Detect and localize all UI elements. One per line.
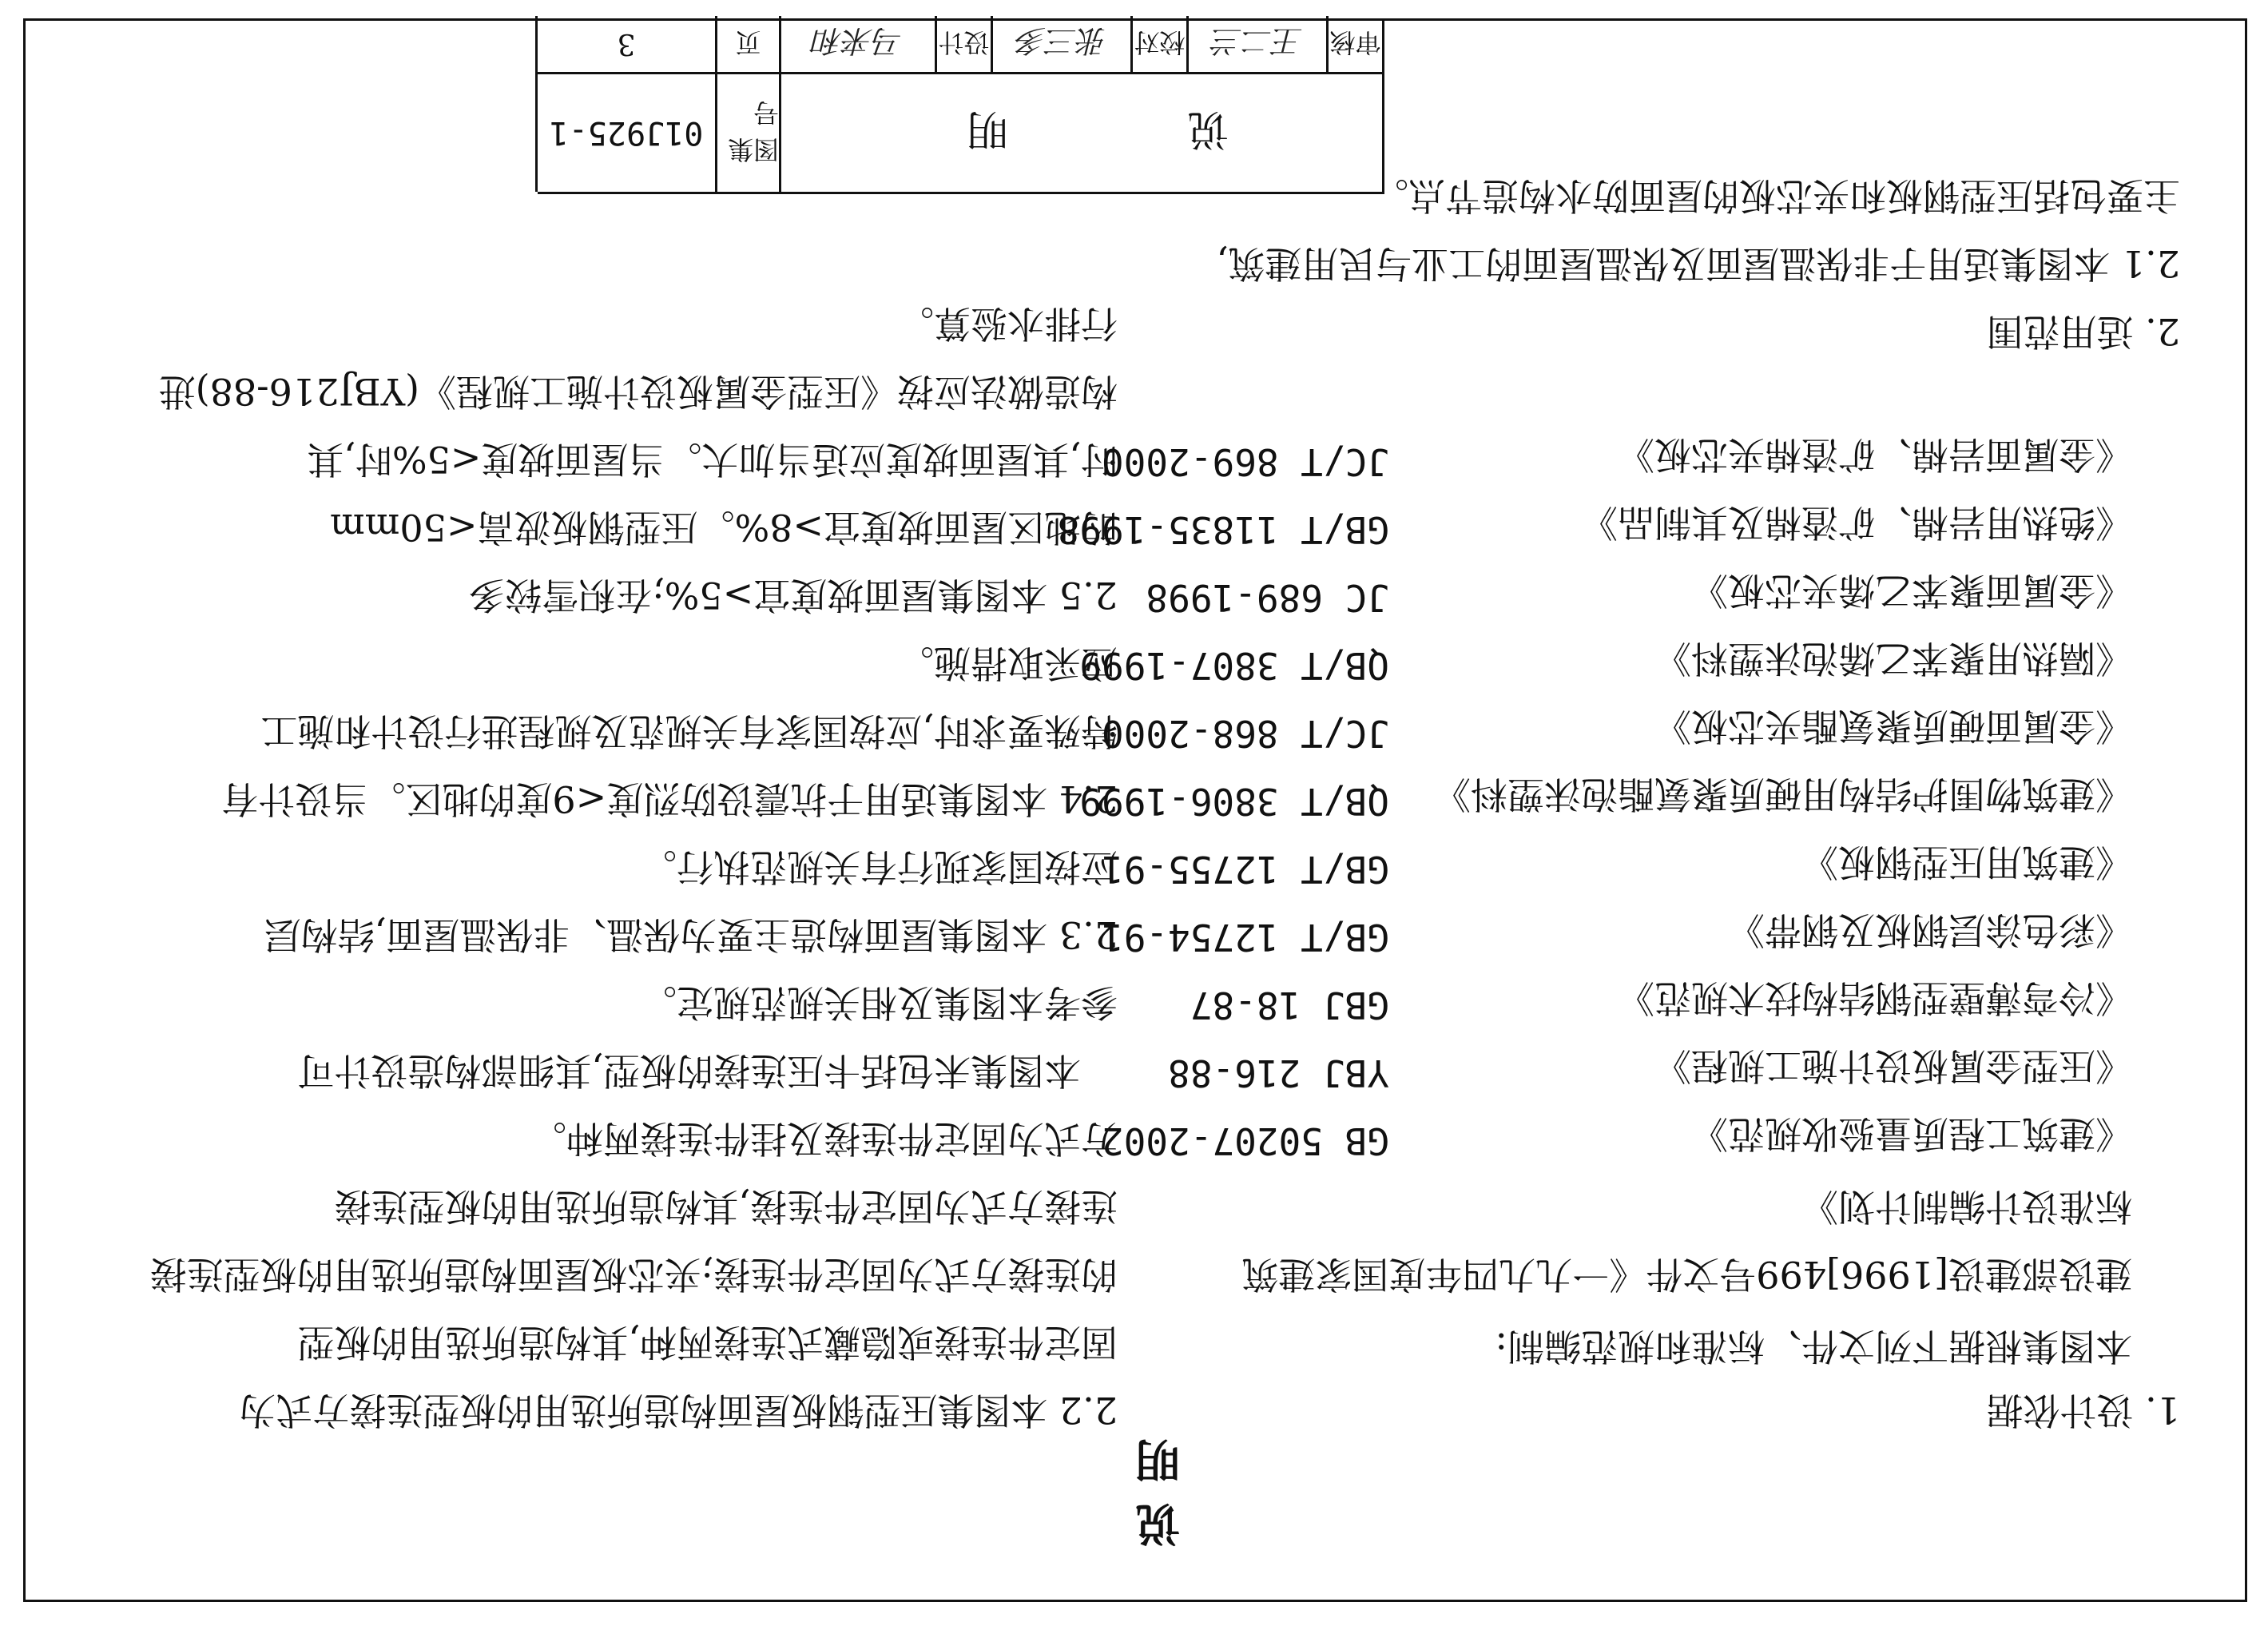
reference-code: JC/T 869-2000 bbox=[1101, 440, 1389, 483]
paragraph-line: 本图集未包括卡压连接的板型,其细部构造设计可 bbox=[297, 1049, 1118, 1092]
reference-title: 《建筑工程质量验收规范》 bbox=[1691, 1112, 2132, 1155]
paragraph: 本图集根据下列文件、标准和规范编制: bbox=[1495, 1325, 2132, 1368]
reference-code: QB/T 3807-1999 bbox=[1079, 644, 1389, 687]
reference-code: GBJ 18-87 bbox=[1190, 984, 1389, 1027]
reference-title: 《绝热用岩棉、矿渣棉及其制品》 bbox=[1581, 501, 2132, 544]
title-block-sign-row bbox=[535, 16, 1382, 72]
paragraph: 主要包括压型钢板和夹芯板的屋面防水构造节点。 bbox=[1372, 174, 2180, 217]
paragraph-line: 特殊要求时,应按国家有关规范及规程进行设计和施工 bbox=[260, 710, 1118, 753]
checked-label: 校对 bbox=[1130, 16, 1186, 72]
reference-code: GB/T 12754-91 bbox=[1101, 916, 1389, 959]
paragraph-line: 应按国家现行有关规范执行。 bbox=[640, 845, 1118, 889]
paragraph-line: 应采取措施。 bbox=[897, 642, 1118, 685]
paragraph-line: 构造做法应按《压型金属板设计施工规程》(YBJ216-88)进 bbox=[158, 370, 1118, 413]
reference-code: QB/T 3806-1999 bbox=[1079, 780, 1389, 823]
paragraph-line: 行排水验算。 bbox=[897, 302, 1118, 345]
atlas-no: 01J925-1 bbox=[535, 74, 715, 192]
paragraph-line: 2.2 本图集压型钢板屋面构造所选用的板型连接方式为 bbox=[239, 1389, 1118, 1432]
reference-title: 《金属面岩棉、矿渣棉夹芯板》 bbox=[1618, 433, 2132, 476]
reference-code: YBJ 216-88 bbox=[1168, 1052, 1389, 1095]
paragraph: 2.1 本图集适用于非保温屋面及保温屋面的工业与民用建筑, bbox=[1216, 242, 2180, 285]
paragraph-line: 时,其屋面坡度应适当加大。当屋面坡度<5%时,其 bbox=[307, 438, 1118, 481]
designed-signature: 马来和 bbox=[779, 16, 935, 72]
reference-title: 《隔热用聚苯乙烯泡沫塑料》 bbox=[1654, 637, 2132, 680]
paragraph: 标准设计编制计划》 bbox=[1801, 1185, 2132, 1228]
reference-code: GB/T 12755-91 bbox=[1101, 848, 1389, 891]
heading-scope: 2. 适用范围 bbox=[1986, 310, 2180, 353]
paragraph-line: 固定件连接或隐藏式连接两种,其构造所选用的板型 bbox=[297, 1321, 1118, 1364]
title-block bbox=[538, 18, 1384, 194]
reference-code: JC/T 868-2000 bbox=[1101, 712, 1389, 755]
reference-title: 《金属面聚苯乙烯夹芯板》 bbox=[1691, 569, 2132, 612]
title-block-main-row bbox=[535, 72, 1382, 192]
paragraph-line: 2.5 本图集屋面坡度宜>5%;在积雪较多 bbox=[468, 574, 1118, 617]
paragraph-line: 方式为固定件连接及挂件连接两种。 bbox=[530, 1117, 1118, 1160]
paragraph-line: 2.4 本图集适用于抗震设防烈度<9度的地区。当设计有 bbox=[221, 777, 1118, 821]
paragraph-line: 参考本图集及相关规范规定。 bbox=[640, 981, 1118, 1024]
checked-signature: 张三多 bbox=[991, 16, 1130, 72]
paragraph-line: 的地区屋面坡度宜>8%。压型钢板波高<50mm bbox=[330, 506, 1118, 549]
paragraph-line: 连接方式为固定件连接,其构造所选用的板型连接 bbox=[334, 1185, 1118, 1228]
reference-title: 《建筑用压型钢板》 bbox=[1801, 841, 2132, 884]
reference-title: 《彩色涂层钢板及钢带》 bbox=[1728, 908, 2132, 952]
reference-code: JC 689-1998 bbox=[1146, 576, 1389, 619]
paragraph: 建设部建设[1996]499号文件《一九九四年度国家建筑 bbox=[1241, 1253, 2132, 1296]
paragraph-line: 2.3 本图集屋面构造主要为保温、非保温屋面,结构层 bbox=[264, 913, 1118, 956]
designed-label: 设计 bbox=[935, 16, 991, 72]
page-label: 页 bbox=[715, 16, 779, 72]
reference-code: GB/T 11835-1998 bbox=[1057, 508, 1389, 551]
reference-title: 《压型金属板设计施工规程》 bbox=[1654, 1044, 2132, 1087]
reviewed-label: 审核 bbox=[1326, 16, 1382, 72]
paragraph-line: 的连接方式为固定件连接;夹芯板屋面构造所选用的板型连接 bbox=[149, 1253, 1118, 1296]
atlas-no-label: 图集号 bbox=[715, 74, 779, 192]
reference-code: GB 50207-2002 bbox=[1101, 1119, 1389, 1163]
reference-title: 《金属面硬质聚氨酯夹芯板》 bbox=[1654, 705, 2132, 748]
page-title: 说 明 bbox=[995, 1433, 1180, 1549]
reference-title: 《建筑物围护结构用硬质聚氨酯泡沫塑料》 bbox=[1434, 773, 2132, 816]
drawing-title: 说 明 bbox=[779, 74, 1382, 192]
reference-title: 《冷弯薄壁型钢结构技术规范》 bbox=[1618, 976, 2132, 1020]
heading-design-basis: 1. 设计依据 bbox=[1986, 1389, 2180, 1432]
page-number: 3 bbox=[535, 16, 715, 72]
reviewed-signature: 王二兰 bbox=[1186, 16, 1326, 72]
